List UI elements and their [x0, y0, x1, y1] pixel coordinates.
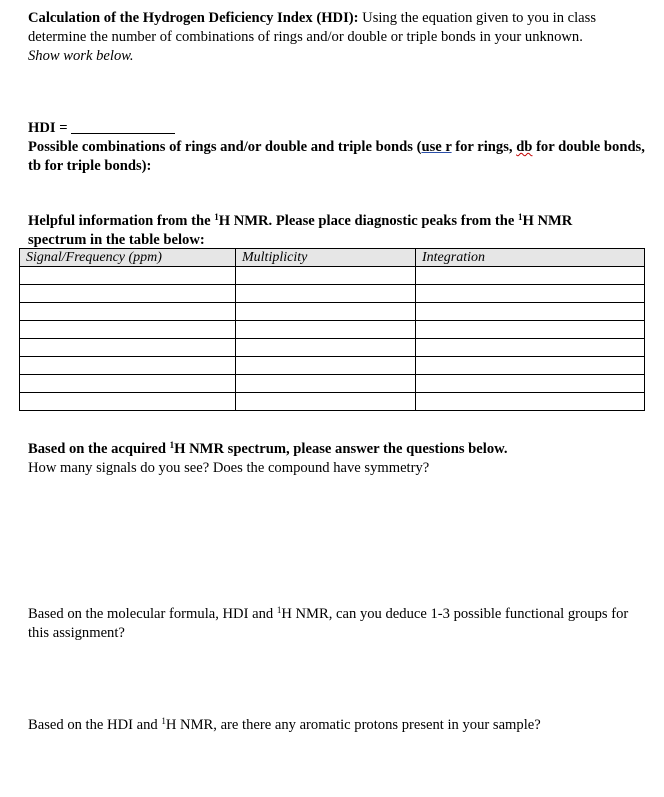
- table-cell[interactable]: [416, 303, 645, 321]
- hdi-answer-blank[interactable]: [71, 119, 175, 134]
- table-cell[interactable]: [416, 375, 645, 393]
- nmr-info-sup-a: 1: [214, 212, 219, 222]
- nmr-info-sup-b: 1: [517, 212, 523, 222]
- question-3-text-b: H NMR, are there any aromatic protons present in your sample?: [165, 717, 541, 733]
- table-cell[interactable]: [236, 339, 416, 357]
- hdi-answer-line: [28, 119, 648, 138]
- table-cell[interactable]: [20, 285, 236, 303]
- combinations-text-end: for double bonds, tb for triple bonds):: [28, 139, 645, 174]
- table-cell[interactable]: [20, 357, 236, 375]
- nmr-info-text-c: H NMR: [522, 213, 573, 229]
- table-cell[interactable]: [20, 267, 236, 285]
- nmr-info-text-d: spectrum in the table below:: [28, 232, 205, 248]
- table-row: [20, 303, 645, 321]
- nmr-info-text-a: Helpful information from the: [28, 213, 215, 229]
- table-row: [20, 393, 645, 411]
- question-2-sup: 1: [276, 605, 282, 615]
- table-cell[interactable]: [236, 267, 416, 285]
- questions-heading-b: H NMR spectrum, please answer the questions below.: [174, 441, 508, 457]
- table-cell[interactable]: [236, 375, 416, 393]
- column-header-integration: Integration: [416, 249, 645, 267]
- question-2-text-b: H NMR, can you deduce 1-3 possible functional groups for this assignment?: [28, 606, 629, 641]
- combinations-prompt: [28, 138, 648, 176]
- questions-heading-a: Based on the acquired: [28, 441, 170, 457]
- question-3-sup: 1: [161, 716, 166, 726]
- table-row: [20, 267, 645, 285]
- nmr-info-text-b: H NMR. Please place diagnostic peaks from the: [218, 213, 518, 229]
- question-signals-symmetry: How many signals do you see? Does the compound have symmetry?: [28, 460, 430, 476]
- table-row: [20, 357, 645, 375]
- hdi-instruction-text: Using the equation given to you in class determine the number of combinations of rings and/or double or triple bonds in your unknown.: [28, 10, 597, 45]
- db-text: db: [516, 139, 533, 155]
- combinations-text-before: Possible combinations of rings and/or double and triple bonds (: [28, 139, 422, 155]
- table-cell[interactable]: [236, 303, 416, 321]
- table-cell[interactable]: [20, 375, 236, 393]
- questions-heading-sup: 1: [169, 440, 175, 450]
- hdi-section-title: Calculation of the Hydrogen Deficiency Index (HDI):: [28, 10, 359, 26]
- table-cell[interactable]: [20, 393, 236, 411]
- table-cell[interactable]: [416, 285, 645, 303]
- table-row: [20, 339, 645, 357]
- column-header-multiplicity: Multiplicity: [236, 249, 416, 267]
- question-2-text-a: Based on the molecular formula, HDI and: [28, 606, 277, 622]
- table-cell[interactable]: [20, 303, 236, 321]
- table-cell[interactable]: [20, 339, 236, 357]
- combinations-text-mid: for rings,: [451, 139, 517, 155]
- table-row: [20, 285, 645, 303]
- table-row: [20, 375, 645, 393]
- table-cell[interactable]: [416, 357, 645, 375]
- hdi-label: HDI =: [28, 120, 72, 136]
- table-cell[interactable]: [416, 393, 645, 411]
- question-aromatic-protons: [28, 716, 648, 735]
- hdi-instructions: [28, 9, 648, 66]
- table-cell[interactable]: [236, 393, 416, 411]
- nmr-peaks-table: [19, 248, 645, 411]
- nmr-table-instructions: [28, 212, 648, 250]
- nmr-questions-heading: [28, 440, 648, 478]
- table-cell[interactable]: [416, 267, 645, 285]
- table-cell[interactable]: [416, 339, 645, 357]
- question-functional-groups: [28, 605, 648, 643]
- table-cell[interactable]: [236, 357, 416, 375]
- column-header-signal-frequency: Signal/Frequency (ppm): [20, 249, 236, 267]
- use-r-text: use r: [421, 139, 452, 155]
- table-cell[interactable]: [416, 321, 645, 339]
- table-row: [20, 321, 645, 339]
- table-header-row: [20, 249, 645, 267]
- question-3-text-a: Based on the HDI and: [28, 717, 162, 733]
- show-work-note: Show work below.: [28, 48, 134, 64]
- table-cell[interactable]: [20, 321, 236, 339]
- table-cell[interactable]: [236, 321, 416, 339]
- table-cell[interactable]: [236, 285, 416, 303]
